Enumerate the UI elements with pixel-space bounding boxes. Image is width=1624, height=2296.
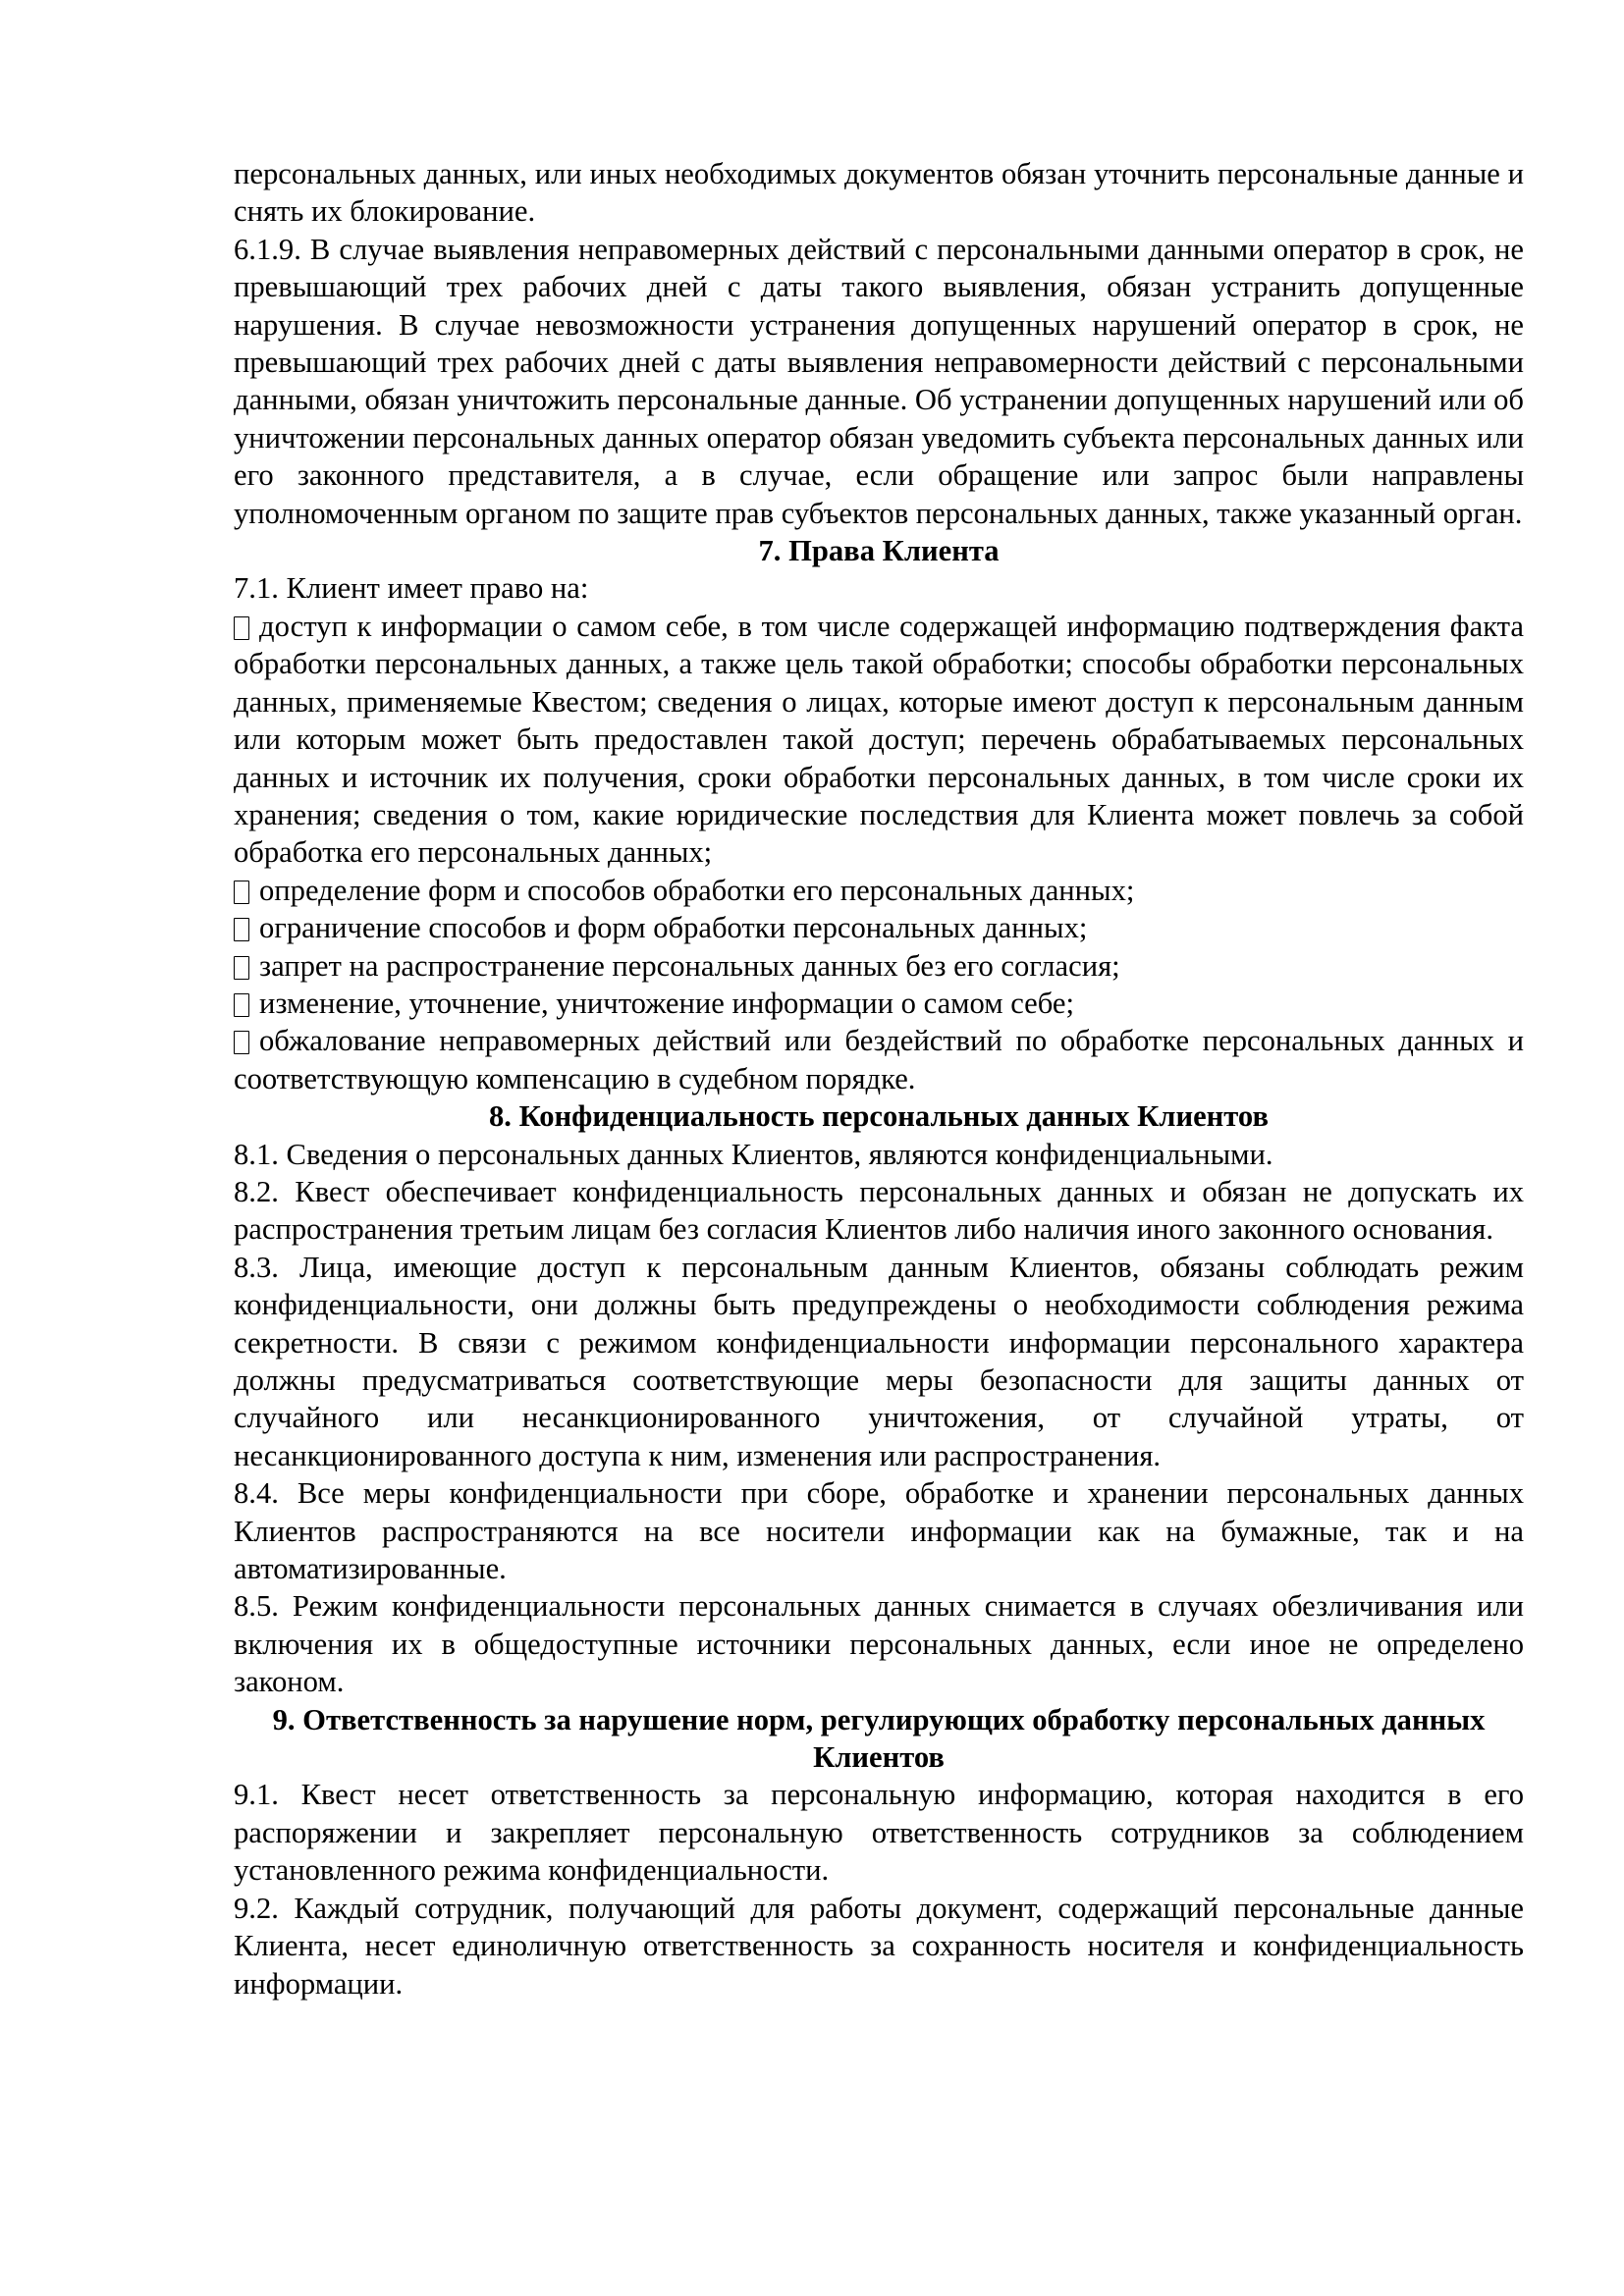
bullet-item: обжалование неправомерных действий или бездействий по обработке персональных данных и соответствующую компенсацию в судебном порядке. — [234, 1024, 1524, 1095]
paragraph-8-5: 8.5. Режим конфиденциальности персональных данных снимается в случаях обезличивания или включения их в общедоступные источники персональных данных, если иное не определено законом. — [234, 1589, 1524, 1699]
paragraph-8-3: 8.3. Лица, имеющие доступ к персональным данным Клиентов, обязаны соблюдать режим конфиденциальности, они должны быть предупреждены о необходимости соблюдения режима секретности. В связи с режимом конфиденциальности информации персонального характера должны предусматриваться соответствующие меры безопасности для защиты данных от случайного или несанкционированного уничтожения, от случайной утраты, от несанкционированного доступа к ним, изменения или распространения. — [234, 1250, 1524, 1472]
bullet-item: запрет на распространение персональных данных без его согласия; — [234, 947, 1524, 985]
paragraph-9-1: 9.1. Квест несет ответственность за персональную информацию, которая находится в его распоряжении и закрепляет персональную ответственность сотрудников за соблюдением установленного режима конфиденциальности. — [234, 1778, 1524, 1888]
section-heading-7: 7. Права Клиента — [758, 534, 1000, 568]
checkbox-glyph-icon — [234, 881, 249, 904]
checkbox-glyph-icon — [234, 616, 249, 640]
document-page — [234, 155, 1524, 2002]
bullet-item: изменение, уточнение, уничтожение информации о самом себе; — [234, 985, 1524, 1022]
bullet-item: доступ к информации о самом себе, в том числе содержащей информацию подтверждения факта обработки персональных данных, а также цель такой обработки; способы обработки персональных данных, применяемые Квестом; сведения о лицах, которые имеют доступ к персональным данным или которым может быть предоставлен такой доступ; перечень обрабатываемых персональных данных и источник их получения, сроки обработки персональных данных, в том числе сроки их хранения; сведения о том, какие юридические последствия для Клиента может повлечь за собой обработка его персональных данных; — [234, 609, 1524, 870]
checkbox-glyph-icon — [234, 918, 249, 941]
paragraph-7-1: 7.1. Клиент имеет право на: — [234, 571, 589, 606]
bullet-item: ограничение способов и форм обработки персональных данных; — [234, 909, 1524, 946]
checkbox-glyph-icon — [234, 993, 249, 1017]
bullet-item: определение форм и способов обработки его персональных данных; — [234, 872, 1524, 909]
paragraph-continuation: персональных данных, или иных необходимых документов обязан уточнить персональные данные и снять их блокирование. — [234, 157, 1524, 229]
section-heading-9: 9. Ответственность за нарушение норм, регулирующих обработку персональных данных Клиентов — [272, 1702, 1486, 1775]
paragraph-8-4: 8.4. Все меры конфиденциальности при сборе, обработке и хранении персональных данных Клиентов распространяются на все носители информации как на бумажные, так и на автоматизированные. — [234, 1476, 1524, 1586]
section-heading-8: 8. Конфиденциальность персональных данных Клиентов — [489, 1099, 1269, 1134]
checkbox-glyph-icon — [234, 1031, 249, 1054]
paragraph-6-1-9: 6.1.9. В случае выявления неправомерных действий с персональными данными оператор в срок, не превышающий трех рабочих дней с даты такого выявления, обязан устранить допущенные нарушения. В случае невозможности устранения допущенных нарушений оператор в срок, не превышающий трех рабочих дней с даты выявления неправомерности действий с персональными данными, обязан уничтожить персональные данные. Об устранении допущенных нарушений или об уничтожении персональных данных оператор обязан уведомить субъекта персональных данных или его законного представителя, а в случае, если обращение или запрос были направлены уполномоченным органом по защите прав субъектов персональных данных, также указанный орган. — [234, 232, 1524, 530]
paragraph-9-2: 9.2. Каждый сотрудник, получающий для работы документ, содержащий персональные данные Клиента, несет единоличную ответственность за сохранность носителя и конфиденциальность информации. — [234, 1891, 1524, 2001]
checkbox-glyph-icon — [234, 956, 249, 980]
paragraph-8-2: 8.2. Квест обеспечивает конфиденциальность персональных данных и обязан не допускать их распространения третьим лицам без согласия Клиентов либо наличия иного законного основания. — [234, 1174, 1524, 1247]
paragraph-8-1: 8.1. Сведения о персональных данных Клиентов, являются конфиденциальными. — [234, 1137, 1273, 1171]
